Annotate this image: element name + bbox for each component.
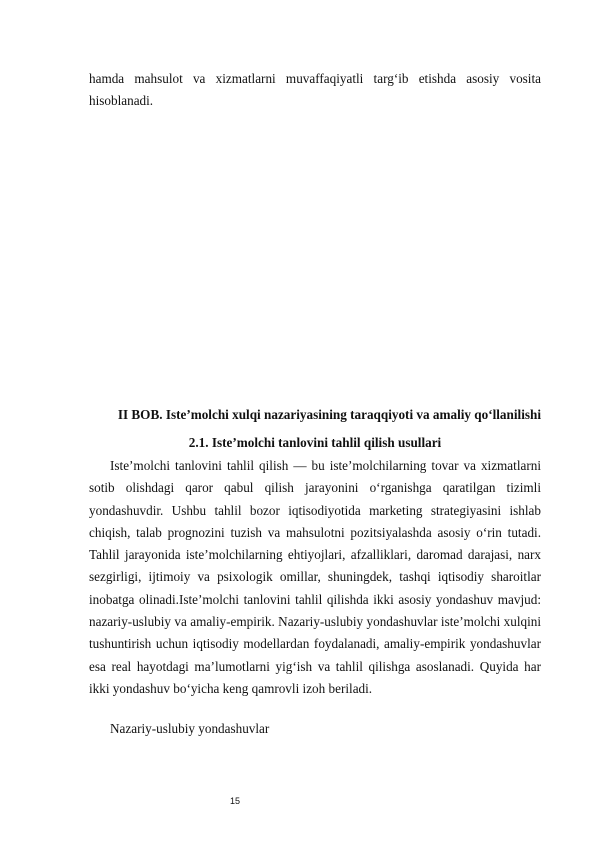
- subsection-label: Nazariy-uslubiy yondashuvlar: [110, 721, 270, 736]
- chapter-heading: II BOB. Iste’molchi xulqi nazariyasining taraqqiyoti va amaliy qo‘llanilishi: [117, 407, 541, 422]
- section-heading: 2.1. Iste’molchi tanlovini tahlil qilish usullari: [188, 435, 442, 450]
- body-paragraph: Iste’molchi tanlovini tahlil qilish — bu iste’molchilarning tovar va xizmatlarni sotib olishdagi qaror qabul qilish jarayonini o‘rganishga qaratilgan tizimli yondashuvdir. Ushbu tahlil bozor iqtisodiyotida marketing strategiyasini ishlab chiqish, talab prognozini tuzish va mahsulotni pozitsiyalashda asosiy o‘rin tutadi. Tahlil jarayonida iste’molchilarning ehtiyojlari, afzalliklari, daromad darajasi, narx sezgirligi, ijtimoiy va psixologik omillar, shuningdek, tashqi iqtisodiy sharoitlar inobatga olinadi.Iste’molchi tanlovini tahlil qilishda ikki asosiy yondashuv mavjud: nazariy-uslubiy va amaliy-empirik. Nazariy-uslubiy yondashuvlar iste’molchi xulqini tushuntirish uchun iqtisodiy modellardan foydalanadi, amaliy-empirik yondashuvlar esa real hayotdagi ma’lumotlarni yig‘ish va tahlil qilishga asoslanadi. Quyida har ikki yondashuv bo‘yicha keng qamrovli izoh beriladi.: [89, 458, 541, 696]
- continued-paragraph: hamda mahsulot va xizmatlarni muvaffaqiyatli targ‘ib etishda asosiy vosita hisoblanadi.: [89, 71, 541, 109]
- page-number: 15: [230, 796, 241, 806]
